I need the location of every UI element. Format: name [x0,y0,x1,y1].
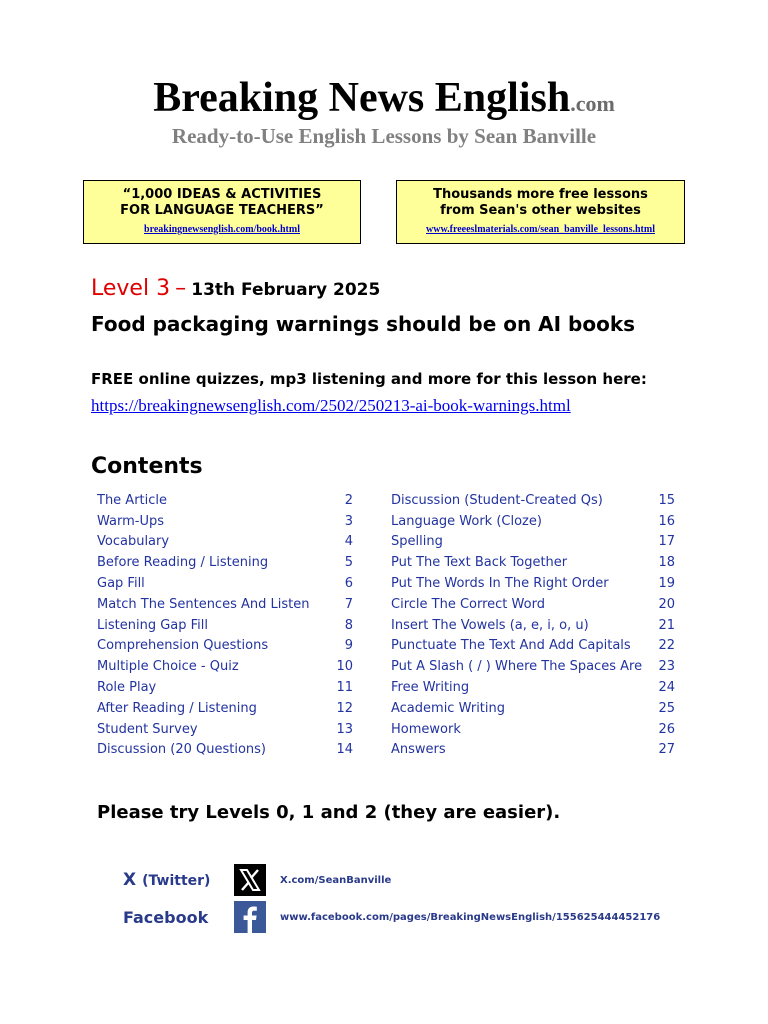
contents-item-label: Homework [391,721,461,737]
level-label: Level 3 [91,276,171,301]
contents-item[interactable] [391,615,675,636]
contents-item-label: Match The Sentences And Listen [97,596,310,612]
contents-item[interactable] [97,511,353,532]
contents-item-page: 11 [336,680,353,696]
contents-item[interactable] [97,677,353,698]
contents-item[interactable] [391,511,675,532]
contents-item-label: Student Survey [97,721,198,737]
contents-item-page: 6 [344,576,353,592]
contents-item-page: 24 [658,680,675,696]
contents-item-label: Put A Slash ( / ) Where The Spaces Are [391,659,643,675]
other-websites-line2: from Sean's other websites [440,203,641,218]
contents-item-label: Gap Fill [97,576,145,592]
contents-item-page: 12 [336,700,353,716]
contents-item-label: Vocabulary [97,534,170,550]
contents-item[interactable] [97,573,353,594]
contents-item[interactable] [391,490,675,511]
contents-item-label: Circle The Correct Word [391,596,545,612]
contents-item-label: Discussion (Student-Created Qs) [391,492,603,508]
contents-item[interactable] [391,719,675,740]
site-subtitle: Ready-to-Use English Lessons by Sean Banville [171,124,597,148]
contents-item[interactable] [97,615,353,636]
contents-item-page: 18 [658,555,675,571]
contents-item-label: Put The Words In The Right Order [391,576,609,592]
level-date-line [91,276,380,301]
contents-item-page: 13 [336,721,353,737]
x-profile-link[interactable]: X.com/SeanBanville [280,875,392,886]
contents-item[interactable] [97,552,353,573]
contents-item-label: The Article [97,492,168,508]
contents-item-page: 7 [344,596,353,612]
contents-heading: Contents [91,454,203,479]
contents-item-page: 8 [344,617,353,633]
contents-item[interactable] [97,594,353,615]
contents-item[interactable] [391,636,675,657]
contents-item-label: Discussion (20 Questions) [97,742,266,758]
contents-item[interactable] [391,552,675,573]
contents-item-page: 26 [658,721,675,737]
contents-right-column [391,490,675,760]
other-websites-link[interactable]: www.freeeslmaterials.com/sean_banville_lessons.html [426,224,655,235]
contents-item-label: Comprehension Questions [97,638,269,654]
lesson-headline: Food packaging warnings should be on AI books [91,312,636,336]
contents-item-page: 5 [344,555,353,571]
level-dash: – [175,276,187,301]
contents-item[interactable] [97,636,353,657]
x-twitter-label [123,870,210,890]
facebook-label: Facebook [123,908,209,927]
contents-item[interactable] [391,573,675,594]
contents-item-page: 22 [658,638,675,654]
other-websites-line1: Thousands more free lessons [433,187,648,202]
contents-item-page: 25 [658,700,675,716]
site-title [0,74,768,122]
x-logo-icon[interactable] [234,864,266,896]
contents-item[interactable] [391,656,675,677]
contents-item-page: 27 [658,742,675,758]
contents-item[interactable] [391,698,675,719]
try-levels-text: Please try Levels 0, 1 and 2 (they are easier). [97,802,561,823]
contents-item-page: 15 [658,492,675,508]
site-title-suffix: .com [570,91,615,116]
contents-item[interactable] [97,698,353,719]
contents-item-label: Warm-Ups [97,513,164,529]
contents-item-label: Free Writing [391,680,470,696]
facebook-logo-icon[interactable] [234,901,266,933]
contents-item-label: Before Reading / Listening [97,555,269,571]
contents-item-label: After Reading / Listening [97,700,257,716]
contents-item-label: Language Work (Cloze) [391,513,542,529]
contents-item-page: 17 [658,534,675,550]
lesson-date: 13th February 2025 [191,280,381,300]
facebook-page-link[interactable]: www.facebook.com/pages/BreakingNewsEnglish/155625444452176 [280,912,661,923]
contents-item-label: Listening Gap Fill [97,617,208,633]
contents-item[interactable] [97,656,353,677]
contents-item[interactable] [97,490,353,511]
free-quizzes-text: FREE online quizzes, mp3 listening and more for this lesson here: [91,370,647,388]
contents-item-label: Put The Text Back Together [391,555,568,571]
contents-item-page: 19 [658,576,675,592]
contents-item-label: Academic Writing [391,700,506,716]
contents-item[interactable] [391,532,675,553]
twitter-label: (Twitter) [142,873,211,889]
book-promo-box [83,180,361,244]
contents-item[interactable] [391,677,675,698]
contents-item-label: Insert The Vowels (a, e, i, o, u) [391,617,589,633]
book-promo-line1: “1,000 IDEAS & ACTIVITIES [122,187,322,202]
contents-item-page: 2 [344,492,353,508]
contents-item[interactable] [391,740,675,761]
lesson-url-link[interactable]: https://breakingnewsenglish.com/2502/250213-ai-book-warnings.html [91,396,571,415]
contents-item[interactable] [391,594,675,615]
x-label: X [123,870,137,890]
contents-item[interactable] [97,740,353,761]
contents-item-page: 16 [658,513,675,529]
contents-left-column [97,490,353,760]
contents-item-page: 21 [658,617,675,633]
contents-item-label: Spelling [391,534,443,550]
contents-item-page: 14 [336,742,353,758]
contents-item-page: 3 [344,513,353,529]
book-promo-line2: FOR LANGUAGE TEACHERS” [120,203,324,218]
book-promo-link[interactable]: breakingnewsenglish.com/book.html [144,224,300,235]
contents-item-page: 4 [344,534,353,550]
contents-item-page: 9 [344,638,353,654]
contents-item[interactable] [97,532,353,553]
contents-item-label: Role Play [97,680,157,696]
other-websites-promo-box [396,180,685,244]
contents-item-page: 23 [658,659,675,675]
contents-item-label: Answers [391,742,446,758]
site-title-main: Breaking News English [153,75,571,121]
contents-item-label: Punctuate The Text And Add Capitals [391,638,631,654]
contents-item[interactable] [97,719,353,740]
contents-item-page: 20 [658,596,675,612]
contents-item-label: Multiple Choice - Quiz [97,659,239,675]
contents-item-page: 10 [336,659,353,675]
